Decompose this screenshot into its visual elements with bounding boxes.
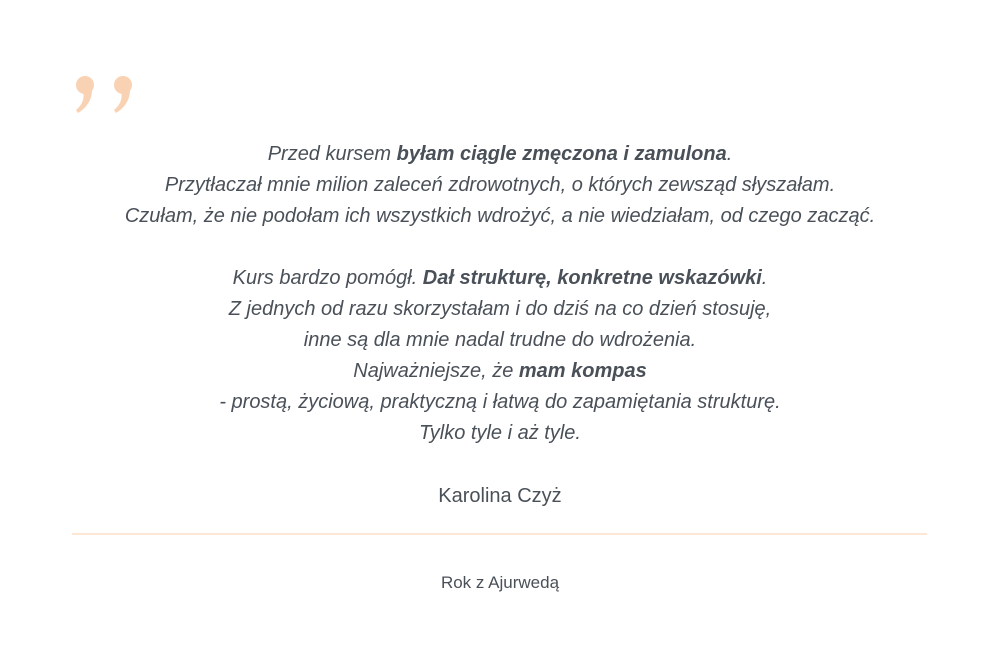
testimonial-line: Przed kursem byłam ciągle zmęczona i zamulona. xyxy=(267,143,733,165)
course-name: Rok z Ajurwedą xyxy=(440,573,560,592)
testimonial-line: Przytłaczał mnie milion zaleceń zdrowotnych, o których zewsząd słyszałam. xyxy=(164,174,836,196)
divider xyxy=(72,533,927,535)
emphasis: Dał strukturę, konkretne wskazówki xyxy=(422,267,762,289)
emphasis: byłam ciągle zmęczona i zamulona xyxy=(396,143,727,165)
testimonial-text xyxy=(40,139,960,449)
paragraph-gap xyxy=(40,232,960,263)
testimonial-line: Czułam, że nie podołam ich wszystkich wdrożyć, a nie wiedziałam, od czego zacząć. xyxy=(124,205,876,227)
testimonial-line: Tylko tyle i aż tyle. xyxy=(419,422,581,444)
testimonial-line: - prostą, życiową, praktyczną i łatwą do zapamiętania strukturę. xyxy=(219,391,781,413)
testimonial-line: Z jednych od razu skorzystałam i do dziś na co dzień stosuję, xyxy=(228,298,772,320)
testimonial-line: Kurs bardzo pomógł. Dał strukturę, konkretne wskazówki. xyxy=(232,267,768,289)
testimonial-line: Najważniejsze, że mam kompas xyxy=(353,360,647,382)
quotation-mark-icon xyxy=(74,72,136,116)
emphasis: mam kompas xyxy=(518,360,647,382)
testimonial-line: inne są dla mnie nadal trudne do wdrożenia. xyxy=(303,329,697,351)
author-name: Karolina Czyż xyxy=(438,485,562,507)
